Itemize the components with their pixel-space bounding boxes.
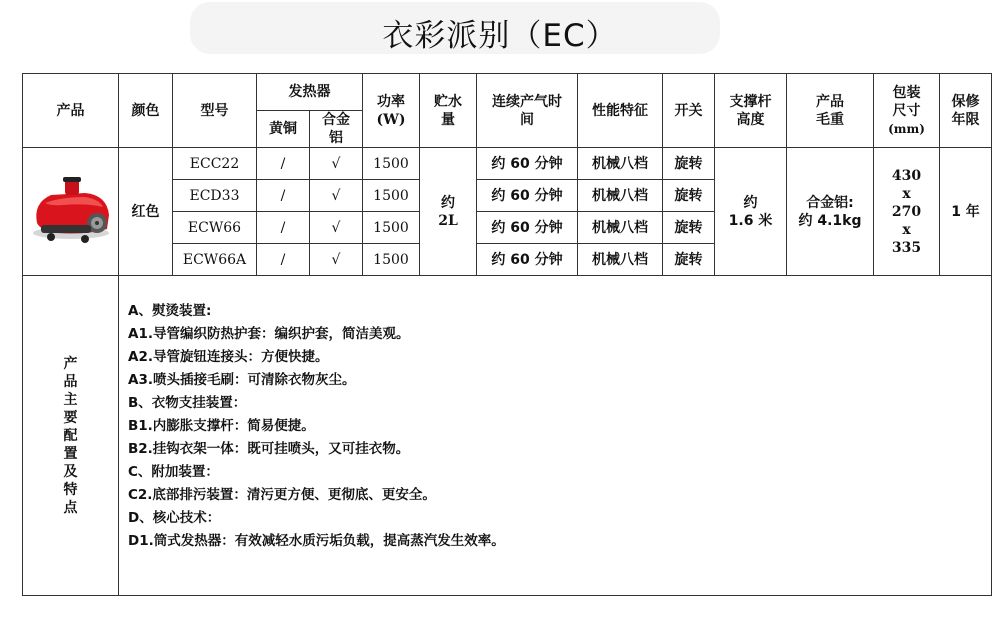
steam-time-cell: 约 60 分钟: [477, 148, 578, 180]
model-cell: ECW66: [173, 212, 257, 244]
switch-cell: 旋转: [663, 180, 715, 212]
switch-cell: 旋转: [663, 148, 715, 180]
header-heater-brass: 黄铜: [257, 111, 310, 148]
tank-line1: 约: [441, 194, 455, 211]
side-label-char: 特: [63, 481, 78, 498]
package-x2: x: [902, 221, 911, 238]
model-cell: ECW66A: [173, 244, 257, 276]
header-package-unit: (mm): [888, 121, 925, 136]
alloy-cell: √: [310, 212, 363, 244]
page-title: 衣彩派别（EC）: [382, 18, 618, 54]
pole-height-cell: [715, 148, 787, 276]
alloy-cell: √: [310, 244, 363, 276]
side-label-char: 品: [63, 373, 78, 390]
steam-time-cell: 约 60 分钟: [477, 180, 578, 212]
note-line: A3.喷头插接毛刷：可清除衣物灰尘。: [128, 372, 356, 388]
note-line: D1.筒式发热器：有效减轻水质污垢负载，提高蒸汽发生效率。: [128, 533, 505, 549]
side-label-char: 及: [63, 463, 78, 480]
header-power-unit: (W): [376, 111, 406, 128]
steam-time-cell: 约 60 分钟: [477, 212, 578, 244]
note-line: C2.底部排污装置：清污更方便、更彻底、更安全。: [128, 487, 436, 503]
pole-line2: 1.6 米: [728, 212, 773, 229]
steam-time-cell: 约 60 分钟: [477, 244, 578, 276]
side-label-char: 主: [63, 391, 78, 408]
side-label-char: 产: [63, 355, 78, 372]
power-cell: 1500: [363, 212, 420, 244]
package-cell: [874, 148, 940, 276]
model-cell: ECC22: [173, 148, 257, 180]
note-line: A1.导管编织防热护套：编织护套，简洁美观。: [128, 326, 410, 342]
alloy-cell: √: [310, 148, 363, 180]
header-color: 颜色: [119, 74, 173, 148]
header-product: 产品: [23, 74, 119, 148]
table-row: [23, 148, 992, 180]
switch-cell: 旋转: [663, 212, 715, 244]
note-line: B、衣物支挂装置：: [128, 395, 247, 411]
brass-cell: /: [257, 244, 310, 276]
features-cell: 机械八档: [578, 148, 663, 180]
garment-steamer-image: [27, 173, 115, 251]
note-line: D、核心技术：: [128, 510, 221, 526]
notes-side-label: [23, 276, 119, 596]
header-pole-height: 支撑杆高度: [715, 74, 787, 148]
tank-line2: 2L: [438, 212, 458, 229]
weight-cell: [787, 148, 874, 276]
color-cell: 红色: [119, 148, 173, 276]
brass-cell: /: [257, 180, 310, 212]
power-cell: 1500: [363, 244, 420, 276]
features-cell: 机械八档: [578, 212, 663, 244]
alloy-cell: √: [310, 180, 363, 212]
header-weight: 产品毛重: [787, 74, 874, 148]
notes-content: [119, 276, 992, 596]
brass-cell: /: [257, 148, 310, 180]
package-length: 430: [891, 167, 922, 184]
note-line: A2.导管旋钮连接头：方便快捷。: [128, 349, 329, 365]
notes-row: [23, 276, 992, 596]
side-label-char: 要: [63, 409, 78, 426]
note-line: C、附加装置：: [128, 464, 219, 480]
header-switch: 开关: [663, 74, 715, 148]
power-cell: 1500: [363, 180, 420, 212]
product-image-cell: [23, 148, 119, 276]
note-line: A、熨烫装置:: [128, 303, 212, 319]
weight-line2: 约 4.1kg: [798, 212, 862, 229]
warranty-cell: 1 年: [940, 148, 992, 276]
side-label-char: 配: [63, 427, 78, 444]
header-power-label: 功率: [377, 93, 405, 110]
header-package: [874, 74, 940, 148]
header-tank: 贮水量: [420, 74, 477, 148]
model-cell: ECD33: [173, 180, 257, 212]
note-line: B1.内膨胀支撑杆：简易便捷。: [128, 418, 315, 434]
header-warranty: 保修年限: [940, 74, 992, 148]
brass-cell: /: [257, 212, 310, 244]
package-width: 270: [891, 203, 922, 220]
header-steam-time: 连续产气时间: [477, 74, 578, 148]
side-label-char: 点: [63, 499, 78, 516]
header-heater: 发热器: [257, 74, 363, 111]
features-cell: 机械八档: [578, 244, 663, 276]
note-line: B2.挂钩衣架一体：既可挂喷头，又可挂衣物。: [128, 441, 410, 457]
side-label-char: 置: [63, 445, 78, 462]
power-cell: 1500: [363, 148, 420, 180]
features-cell: 机械八档: [578, 180, 663, 212]
switch-cell: 旋转: [663, 244, 715, 276]
weight-line1: 合金铝:: [806, 194, 854, 211]
package-x1: x: [902, 185, 911, 202]
header-package-label: 包装尺寸: [892, 84, 921, 119]
pole-line1: 约: [743, 194, 758, 211]
spec-table: [22, 73, 992, 596]
header-power: [363, 74, 420, 148]
header-model: 型号: [173, 74, 257, 148]
header-heater-alloy: 合金铝: [310, 111, 363, 148]
package-height: 335: [891, 239, 922, 256]
header-features: 性能特征: [578, 74, 663, 148]
tank-cell: [420, 148, 477, 276]
